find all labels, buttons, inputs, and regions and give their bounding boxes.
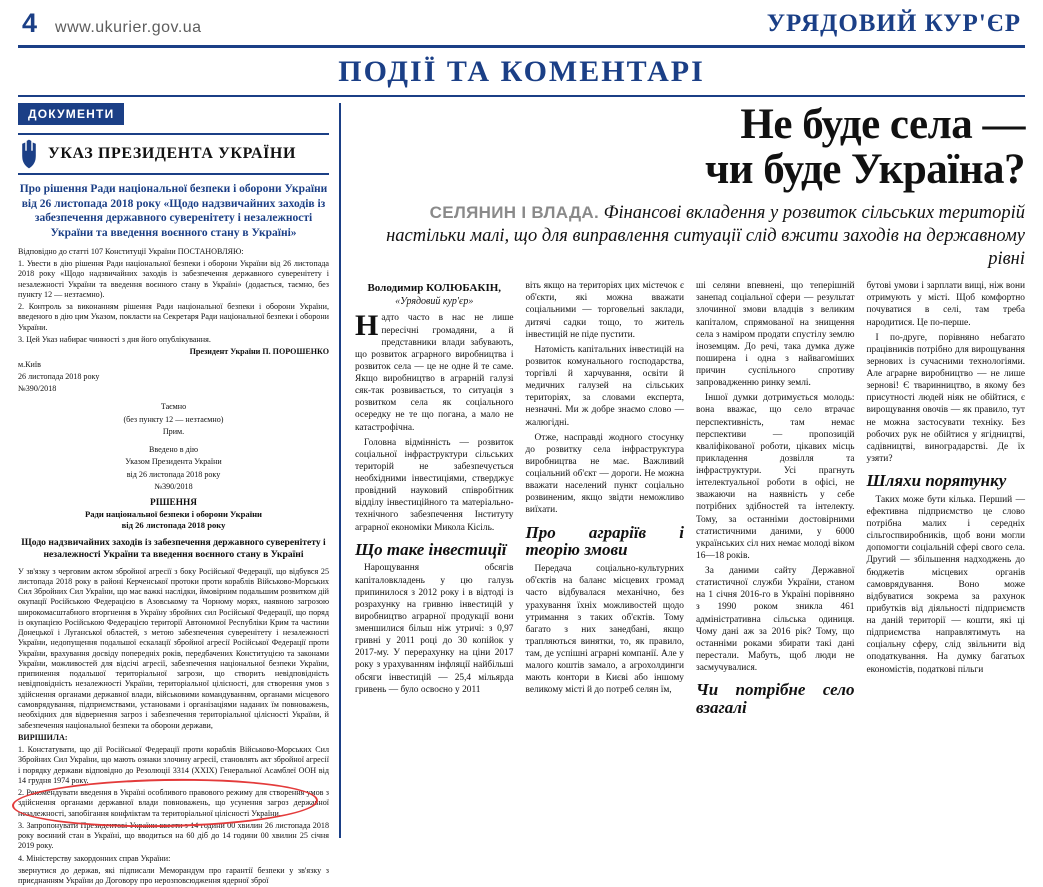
masthead (18, 0, 1025, 48)
decree-date: 26 листопада 2018 року (18, 371, 100, 381)
deck-lede: СЕЛЯНИН І ВЛАДА. (429, 203, 599, 223)
decree-item: 2. Контроль за виконанням рішення Ради національної безпеки і оборони України, введеного в дію цим Указом, покласти на Секретаря Ради національної безпеки і оборони України. (18, 302, 329, 332)
paragraph: Отже, насправді жодного стосунку до розвитку села інфраструктура виробництва не має. Важливий соціальний об'єкт — дороги. Не можна вважати населений пункт соціально розвиненим, якщо звідти неможливо виїхати. (525, 432, 684, 516)
decision-resolved: ВИРІШИЛА: (18, 732, 68, 742)
decree-number: №390/2018 (18, 384, 57, 394)
trident-coat-of-arms-icon (18, 139, 40, 169)
byline (355, 282, 514, 308)
enacted-by: Указом Президента України (125, 457, 222, 467)
author-name: Володимир КОЛЮБАКІН, (367, 282, 502, 295)
decision-item: 2. Рекомендувати введення в Україні особливого правового режиму для створення умов з здійснення органами державної влади повноважень, що усунення загроз державної незалежності, запобігання конфліктам та територіальної цілісності України. (18, 788, 329, 818)
decision-body (18, 567, 329, 887)
subheading: Що таке інвестиції (355, 539, 507, 559)
enacted-label: Введено в дію (148, 445, 199, 455)
deck-text: Фінансові вкладення у розвиток сільських територій настільки малі, що для виправлення ситуації слід вжити заходів на державному рівні (386, 203, 1025, 269)
article-col-4 (867, 280, 1026, 721)
decision-label: РІШЕННЯ (150, 498, 197, 509)
subheading: Шляхи порятунку (866, 471, 1007, 490)
paragraph: Іншої думки дотримується молодь: вона вважає, що село втрачає перспективність, там немає перспективи — пропозицій кваліфікованої роботи, цікавих місць прикладення дозвілля та інфраструктури. Усі прагнуть інтелектуальної роботи в офісі, не зважаючи на наявність у себе потрібних здібностей та інтелекту. Тому, за останніми достовірними статистичними даними, у 6000 українських сіл них немає молоді віком 16—18 років. (696, 393, 855, 561)
decision-item: 1. Констатувати, що дії Російської Федерації проти кораблів Військово-Морських Сил Збройних Сил України, що мають ознаки злочину агресії, становлять акт збройної агресії і порядку держави відповідно до Резолюції 3314 (XXIX) Генеральної Асамблеї ООН від 14 грудня 1974 року. (18, 745, 329, 785)
decision-body-name: Ради національної безпеки і оборони України (85, 509, 262, 520)
decision-item: 4. Міністерству закордонних справ України: (18, 853, 171, 863)
paragraph (355, 309, 514, 433)
decree-intro: Відповідно до статті 107 Конституції України ПОСТАНОВЛЯЮ: (18, 246, 244, 256)
article-col-1 (355, 280, 514, 721)
decision-item: звернутися до держав, які підписали Меморандум про гарантії безпеки у зв'язку з приєднанням України до Договору про нерозповсюдження ядерної зброї (18, 865, 329, 886)
article-column (341, 103, 1025, 838)
drop-cap: Н (355, 309, 379, 343)
article-deck (355, 202, 1025, 270)
decision-paragraph: У зв'язку з черговим актом збройної агресії з боку Російської Федерації, що відбувся 25 листопада 2018 року в районі Керченської протоки проти кораблів Військово-Морських Сил Збройних Сил України, що має важкі наслідки, ймовірним подальшим розвитком дій окупації Російською Федерацією в Азовському та Чорному морях, наявною загрозою широкомасштабного вторгнення в Україну збройних сил Російської Федерації, що поряд із окупацією Російською Федерацією території Автономної Республіки Крим та частини Донецької і Луганської областей, з метою забезпечення суверенітету і незалежності України, недопущення подальшої ескалації збройної агресії Російської Федерації проти України, врахування досвіду попередніх років, передбачених Конституцією та законами України, можливостей для відсічі агресії, забезпечення національної безпеки України, припинення подальшої територіальної загрози, що створить невідповідність невідповідність незалежності України, територіальної цілісності, для створення умов з здійснення органами державної влади, військовими командуванням, органами місцевого самоврядування, підприємствами, установами і організаціями наданих їм повноважень, необхідних для відвернення загроз і забезпечення територіальної цілісності України, й забезпечення національної безпеки та оборони держави, (18, 566, 329, 730)
paragraph: За даними сайту Державної статистичної служби України, станом на 1 січня 2016-го в Україні порівняно з 1990 роком зникла 461 адміністративна сільська одиниця. Чому дані аж за 2016 рік? Тому, що останніми роками збирати такі дані перестали. Мабуть, щоб люди не засмучувалися. (696, 566, 855, 673)
decision-title: Щодо надзвичайних заходів із забезпечення державного суверенітету і незалежності України та введення воєнного стану в Україні (21, 536, 326, 561)
documents-column (18, 103, 341, 886)
secret-note: (без пункту 12 — незтаємно) (123, 414, 224, 424)
paragraph: Нарощування обсягів капіталовкладень у цю галузь припинилося з 2012 року і в відтоді із розрахунку на гривню інвестицій у виробництво аграрної продукції вони зменшилися більш ніж утричі: з 0,97 гривні у 2011 році до 30 копійок у 2017-му. У перерахунку на ціни 2017 року з урахуванням інфляції найбільші обсяги інвестицій — 25,4 мільярда гривень — було освоєно у 2011 (355, 563, 514, 695)
masthead-left (22, 8, 202, 39)
subheading: Чи потрібне село взагалі (696, 680, 855, 717)
paragraph: Передача соціально-культурних об'єктів на баланс місцевих громад часто відбувалася механічно, без урахування їхніх можливостей щодо утримання з таких об'єктів. Тому багато з них занедбані, якщо трапляються винятки, то, як правило, там, де успішні аграрні компанії. Але у малого коштів замало, а агрохолдинги мають контори в Києві або іншому великому місті й до потреб селян їм, (525, 564, 684, 696)
decree-title: УКАЗ ПРЕЗИДЕНТА УКРАЇНИ (48, 145, 297, 162)
paragraph: Натомість капітальних інвестицій на розвиток комунального господарства, торгівлі й харчування, освіти й медичних галузей на сільських територіях, за словами експерта, незначні. Ми ж добре знаємо слово — жалюгідні. (525, 344, 684, 428)
secret-label: Таємно (160, 402, 187, 412)
decree-body (18, 247, 329, 492)
decree-place: м.Київ (18, 359, 41, 369)
article-headline (355, 103, 1025, 192)
section-title: ПОДІЇ ТА КОМЕНТАРІ (18, 48, 1025, 97)
headline-line-1: Не буде села — (740, 101, 1025, 148)
decree-subject: Про рішення Ради національної безпеки і оборони України від 26 листопада 2018 року «Щодо надзвичайних заходів із забезпечення державного суверенітету і незалежності України та введення воєнного стану в Україні» (19, 183, 328, 240)
decision-item-highlighted: 3. Запропонувати Президентові України ввести з 14 години 00 хвилин 26 листопада 2018 року воєнний стан в Україні, що вводиться на 60 діб до 14 години 00 хвилин 25 січня 2019 року. (18, 820, 329, 851)
decree-item: 3. Цей Указ набирає чинності з дня його опублікування. (18, 335, 211, 344)
decree-header (18, 133, 329, 175)
paragraph: бутові умови і зарплати вищі, ніж вони отримують у місті. Щоб комфортно почуватися в селі, там треба народитися. Це по-перше. (866, 281, 1025, 328)
paper-name: УРЯДОВИЙ КУР'ЄР (766, 9, 1021, 37)
paragraph: І по-друге, порівняно небагато працівників потрібно для вирощування зернових із сучасними технологіями. Але аграрне виробництво — не лише зернові! Є тваринництво, в якому без присутності людей ніяк не обійтися, є вирощування овочів — як правило, тут не можна застосувати техніку. Без робочих рук не обійтися у ягідництві, садівництві, виноградарстві. Де їх узяти? (866, 332, 1025, 464)
enacted-date: від 26 листопада 2018 року (126, 469, 221, 479)
decision-header (18, 497, 329, 531)
decree-item: 1. Увести в дію рішення Ради національної безпеки і оборони України від 26 листопада 2018 року «Щодо надзвичайних заходів із забезпечення державного суверенітету і незалежності України та введення воєнного стану в Україні» (додається, таємно, без пункту 12 — незтаємно). (18, 259, 329, 299)
headline-line-2: чи буде Україна? (705, 145, 1025, 193)
decision-date: від 26 листопада 2018 року (121, 520, 226, 531)
paragraph: ші селяни впевнені, що теперішній занепад соціальної сфери — результат злочинної змови владців з великим капіталом, спрямованої на знищення села з наміром продати спустілу землю іноземцям. До речі, така думка дуже поширена і одна з найвагоміших причин суспільного спротиву запровадженню ринку землі. (696, 281, 855, 389)
documents-badge: ДОКУМЕНТИ (18, 103, 124, 125)
paragraph: віть якщо на територіях цих містечок є об'єкти, які можна вважати соціальними — торговельні заклади, дитячі садки тощо, то житель інвестицій не піде пустити. (525, 281, 684, 340)
author-org: «Урядовий кур'єр» (395, 295, 474, 307)
paragraph: Таких може бути кілька. Перший — ефективна підприємство це слово потрібна малих і середніх сільгоспвиробників, щоб вони могли допомогти соціальній сфері свого села. Другий — збільшення надходжень до бюджетів місцевих органів самоврядування. Воно може відбуватися зокрема за рахунок прибутків від діяльності підприємств на даній території — кошти, які ці підприємства направлятимуть на соціальну сферу, слід звільнити від оподаткування. На думку багатьох економістів, податкові пільги (866, 494, 1025, 675)
secret-prim: Прим. (162, 426, 185, 436)
enacted-number: №390/2018 (154, 481, 193, 491)
article-columns (355, 280, 1025, 721)
paragraph: Головна відмінність — розвиток соціальної інфраструктури сільських територій не забезпечується необхідними інвестиціями, стверджує провідний науковий співробітник відділу інвестиційного та матеріально-технічного забезпечення Інституту аграрної економіки Микола Кісіль. (355, 437, 514, 533)
page-number: 4 (22, 8, 38, 38)
site-url[interactable]: www.ukurier.gov.ua (55, 19, 202, 36)
page-content (18, 101, 1025, 886)
subheading: Про аграріїв і теорію змови (525, 522, 684, 560)
decree-signature: Президент України П. ПОРОШЕНКО (189, 347, 329, 357)
paragraph-text: адто часто в нас не лише пересічні громадяни, а й представники влади забувають, що розвиток аграрного виробництва і розвиток села — це не одне й те саме. Якщо виробництво в аграрній галузі сяк-так розвивається, то ситуація з розвитком села як соціального осередку не те що погана, а мало не катастрофічна. (355, 313, 514, 433)
article-col-2 (526, 280, 685, 721)
article-col-3 (696, 280, 855, 721)
